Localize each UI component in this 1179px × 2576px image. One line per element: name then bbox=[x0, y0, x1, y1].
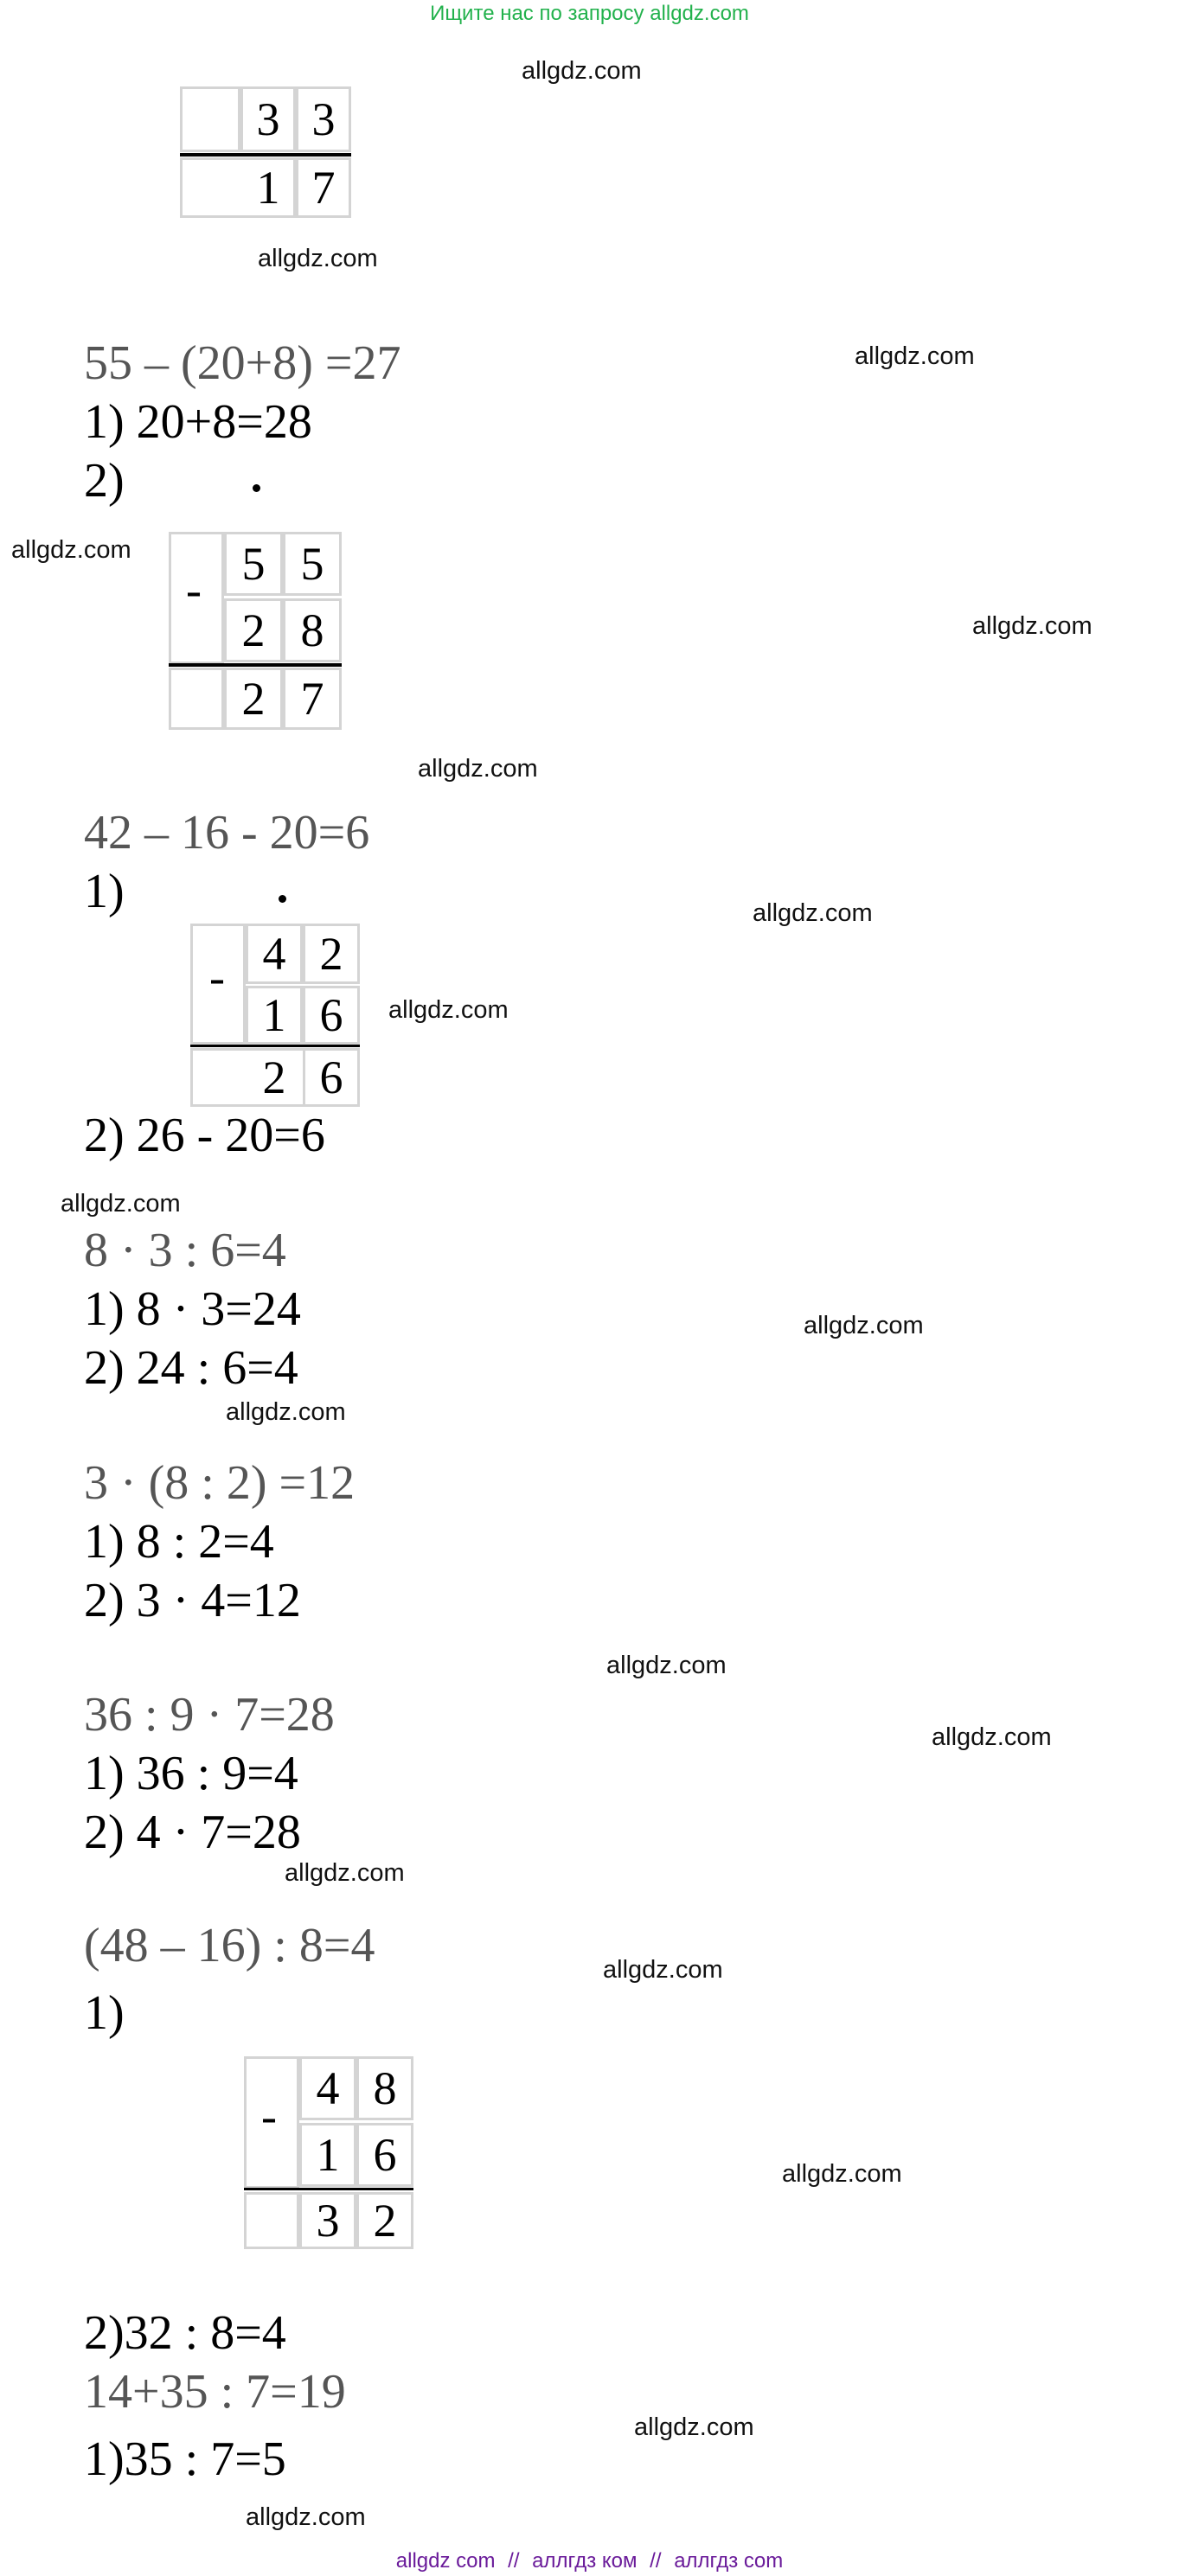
watermark: allgdz.com bbox=[782, 2160, 902, 2188]
column-separator bbox=[180, 153, 351, 157]
column-cell: 6 bbox=[356, 2123, 413, 2187]
task2-step1: 1) bbox=[84, 865, 125, 918]
footer-link-allgdz-cyrillic[interactable]: аллгдз ком bbox=[532, 2549, 638, 2573]
task5-step1: 1) 36 : 9=4 bbox=[84, 1747, 298, 1800]
footer-link-allgdz[interactable]: allgdz com bbox=[395, 2549, 496, 2573]
task6-step2: 2)32 : 8=4 bbox=[84, 2306, 286, 2360]
task2-expression: 42 – 16 - 20=6 bbox=[84, 806, 370, 860]
watermark: allgdz.com bbox=[804, 1312, 924, 1339]
task4-step1: 1) 8 : 2=4 bbox=[84, 1515, 274, 1569]
watermark: allgdz.com bbox=[388, 996, 509, 1024]
search-banner: Ищите нас по запросу allgdz.com bbox=[430, 2, 749, 25]
column-separator bbox=[169, 663, 342, 667]
column-cell-empty bbox=[169, 668, 224, 730]
minus-sign: - bbox=[186, 564, 202, 616]
task3-step1: 1) 8 · 3=24 bbox=[84, 1282, 301, 1336]
watermark: allgdz.com bbox=[285, 1859, 405, 1887]
watermark: allgdz.com bbox=[972, 612, 1092, 640]
watermark: allgdz.com bbox=[246, 2503, 366, 2531]
column-cell: 3 bbox=[296, 86, 351, 152]
multiplication-dot bbox=[279, 895, 286, 903]
column-separator bbox=[190, 1045, 360, 1047]
column-cell: 2 bbox=[262, 1051, 286, 1103]
column-cell: 3 bbox=[240, 86, 296, 152]
watermark: allgdz.com bbox=[226, 1398, 346, 1426]
column-cell: 5 bbox=[224, 532, 283, 596]
task1-expression: 55 – (20+8) =27 bbox=[84, 336, 401, 390]
column-cell: 1 bbox=[246, 986, 303, 1045]
column-separator bbox=[299, 2188, 413, 2190]
watermark: allgdz.com bbox=[258, 245, 378, 272]
footer-separator: // bbox=[508, 2549, 520, 2573]
task6-step1: 1) bbox=[84, 1986, 125, 2040]
task4-step2: 2) 3 · 4=12 bbox=[84, 1574, 301, 1627]
minus-sign: - bbox=[261, 2090, 277, 2142]
task1-step1: 1) 20+8=28 bbox=[84, 395, 312, 449]
column-cell: 7 bbox=[283, 668, 342, 730]
watermark: allgdz.com bbox=[634, 2413, 754, 2441]
task5-expression: 36 : 9 · 7=28 bbox=[84, 1688, 335, 1742]
footer bbox=[0, 2549, 1179, 2573]
task3-step2: 2) 24 : 6=4 bbox=[84, 1341, 298, 1395]
column-cell: 1 bbox=[256, 162, 280, 214]
watermark: allgdz.com bbox=[603, 1956, 723, 1984]
task6-expression: (48 – 16) : 8=4 bbox=[84, 1919, 375, 1972]
task5-step2: 2) 4 · 7=28 bbox=[84, 1806, 301, 1859]
column-cell: 2 bbox=[224, 598, 283, 662]
task4-expression: 3 · (8 : 2) =12 bbox=[84, 1456, 356, 1510]
watermark: allgdz.com bbox=[522, 57, 642, 85]
column-cell: 4 bbox=[246, 924, 303, 984]
column-cell: 1 bbox=[299, 2123, 356, 2187]
task2-step2: 2) 26 - 20=6 bbox=[84, 1109, 325, 1162]
watermark: allgdz.com bbox=[932, 1723, 1052, 1751]
task1-step2: 2) bbox=[84, 454, 125, 508]
watermark: allgdz.com bbox=[855, 342, 975, 370]
column-cell: 6 bbox=[303, 986, 360, 1045]
watermark: allgdz.com bbox=[606, 1652, 727, 1679]
column-cell-empty bbox=[180, 86, 240, 152]
footer-separator: // bbox=[650, 2549, 662, 2573]
column-cell: 2 bbox=[303, 924, 360, 984]
watermark: allgdz.com bbox=[418, 755, 538, 783]
task7-step1: 1)35 : 7=5 bbox=[84, 2432, 286, 2486]
column-cell: 4 bbox=[299, 2056, 356, 2120]
minus-sign: - bbox=[209, 951, 225, 1003]
column-cell: 8 bbox=[356, 2056, 413, 2120]
column-cell: 5 bbox=[283, 532, 342, 596]
column-cell: 2 bbox=[224, 668, 283, 730]
task3-expression: 8 · 3 : 6=4 bbox=[84, 1224, 286, 1277]
task7-expression: 14+35 : 7=19 bbox=[84, 2365, 346, 2419]
column-cell: 3 bbox=[299, 2192, 356, 2249]
column-cell: 2 bbox=[356, 2192, 413, 2249]
watermark: allgdz.com bbox=[11, 536, 131, 564]
column-cell: 6 bbox=[303, 1048, 360, 1107]
watermark: allgdz.com bbox=[61, 1190, 181, 1218]
column-cell: 7 bbox=[296, 157, 351, 218]
watermark: allgdz.com bbox=[753, 899, 873, 927]
column-cell: 8 bbox=[283, 598, 342, 662]
column-separator bbox=[244, 2188, 299, 2190]
multiplication-dot bbox=[253, 484, 260, 492]
column-cell-empty bbox=[244, 2192, 299, 2249]
footer-link-allgdz-mixed[interactable]: аллгдз com bbox=[674, 2549, 784, 2573]
